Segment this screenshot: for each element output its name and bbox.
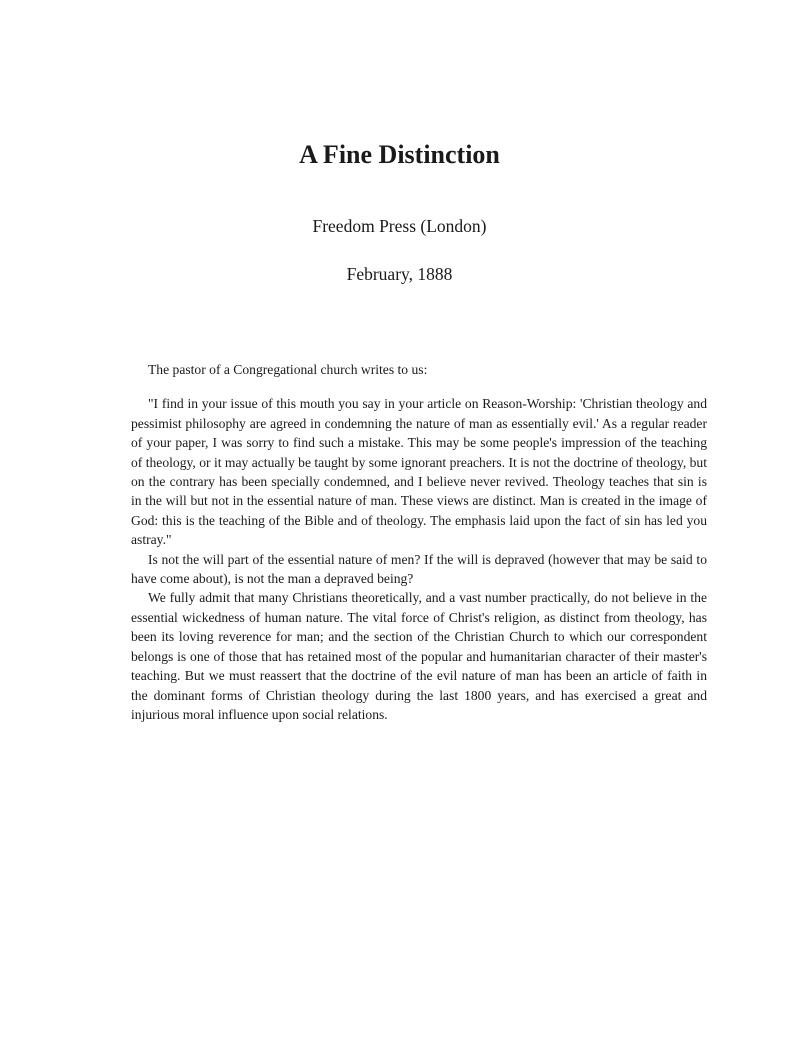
article-body [131,360,707,724]
paragraph-letter-quote: "I find in your issue of this mouth you say in your article on Reason-Worship: 'Christian theology and pessimist philosophy are agreed in condemning the nature of man as essentially evil.' As a regular reader of your paper, I was sorry to find such a mistake. This may be some people's impression of the teaching of theology, or it may actually be taught by some ignorant preachers. It is not the doctrine of theology, but on the contrary has been specially condemned, and I believe never revived. Theology teaches that sin is in the will but not in the essential nature of man. These views are distinct. Man is created in the image of God: this is the teaching of the Bible and of theology. The emphasis laid upon the fact of sin has led you astray." [131,396,707,548]
document-title: A Fine Distinction [299,140,500,169]
publication-date: February, 1888 [346,264,453,284]
paragraph-reply: We fully admit that many Christians theoretically, and a vast number practically, do not believe in the essential wickedness of human nature. The vital force of Christ's religion, as distinct from theology, has been its loving reverence for man; and the section of the Christian Church to which our correspondent belongs is one of those that has retained most of the popular and humanitarian character of their master's teaching. But we must reassert that the doctrine of the evil nature of man has been an article of faith in the dominant forms of Christian theology during the last 1800 years, and has exercised a great and injurious moral influence upon social relations. [131,590,707,722]
publisher: Freedom Press (London) [312,216,487,236]
paragraph-reply-question: Is not the will part of the essential nature of men? If the will is depraved (however that may be said to have come about), is not the man a depraved being? [131,551,707,587]
paragraph-intro: The pastor of a Congregational church writes to us: [148,362,428,377]
